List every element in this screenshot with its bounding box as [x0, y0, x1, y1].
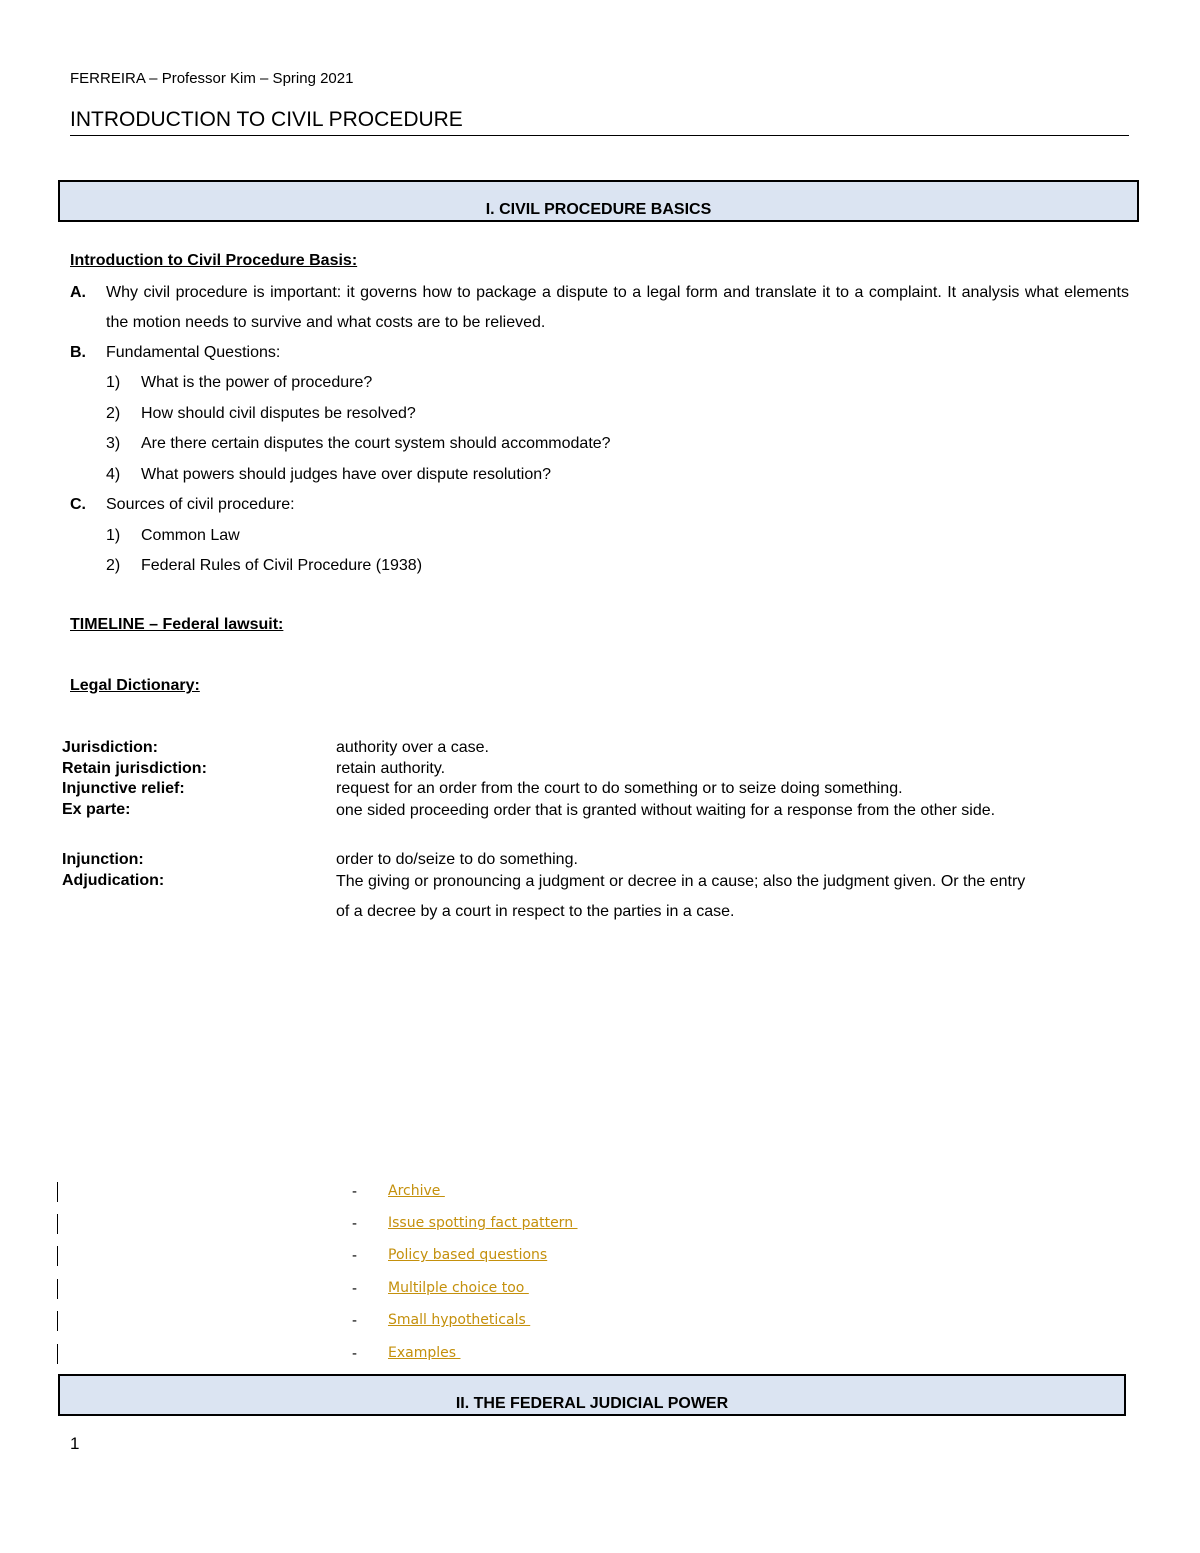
dictionary-term: Injunctive relief: — [62, 780, 185, 797]
sub-text: What powers should judges have over dispute resolution? — [141, 466, 552, 483]
dictionary-definition: authority over a case. — [336, 739, 489, 756]
sub-text: Are there certain disputes the court system should accommodate? — [141, 435, 611, 452]
link-multiple-choice[interactable]: Multilple choice too — [388, 1280, 529, 1296]
page-number: 1 — [70, 1434, 80, 1453]
item-text-b: Fundamental Questions: — [106, 344, 281, 361]
link-issue-spotting[interactable]: Issue spotting fact pattern — [388, 1215, 578, 1231]
sub-num: 1) — [106, 527, 121, 544]
sub-num: 2) — [106, 557, 121, 574]
dictionary-definition: The giving or pronouncing a judgment or decree in a cause; also the judgment given. Or the entry of a decree by a court in respect to the parties in a case. — [336, 873, 1026, 920]
sub-text: What is the power of procedure? — [141, 374, 373, 391]
sub-num: 1) — [106, 374, 121, 391]
link-policy-questions[interactable]: Policy based questions — [388, 1247, 548, 1263]
section-heading-1: I. CIVIL PROCEDURE BASICS — [58, 180, 1139, 222]
change-bar — [57, 1311, 58, 1331]
item-text-c: Sources of civil procedure: — [106, 496, 295, 513]
dictionary-term: Jurisdiction: — [62, 739, 159, 756]
list-dash: - — [352, 1247, 357, 1264]
dictionary-heading: Legal Dictionary: — [70, 677, 200, 694]
running-header: FERREIRA – Professor Kim – Spring 2021 — [70, 70, 354, 87]
dictionary-definition: retain authority. — [336, 760, 446, 777]
item-letter-c: C. — [70, 496, 86, 513]
sub-num: 2) — [106, 405, 121, 422]
dictionary-definition: request for an order from the court to do something or to seize doing something. — [336, 780, 903, 797]
sub-text: How should civil disputes be resolved? — [141, 405, 416, 422]
dictionary-definition: one sided proceeding order that is granted without waiting for a response from the other side. — [336, 802, 996, 819]
link-small-hypotheticals[interactable]: Small hypotheticals — [388, 1312, 531, 1328]
link-archive[interactable]: Archive — [388, 1183, 445, 1199]
list-dash: - — [352, 1312, 357, 1329]
list-dash: - — [352, 1215, 357, 1232]
change-bar — [57, 1246, 58, 1266]
title-rule — [70, 135, 1129, 136]
change-bar — [57, 1344, 58, 1364]
dictionary-term: Ex parte: — [62, 801, 131, 818]
document-title: INTRODUCTION TO CIVIL PROCEDURE — [70, 108, 463, 131]
timeline-heading: TIMELINE – Federal lawsuit: — [70, 616, 284, 633]
sub-num: 4) — [106, 466, 121, 483]
intro-heading: Introduction to Civil Procedure Basis: — [70, 252, 358, 269]
section-heading-2: II. THE FEDERAL JUDICIAL POWER — [58, 1374, 1126, 1416]
dictionary-definition: order to do/seize to do something. — [336, 851, 578, 868]
change-bar — [57, 1182, 58, 1202]
item-text-a: Why civil procedure is important: it governs how to package a dispute to a legal form and translate it to a complaint. It analysis what elements the motion needs to survive and what costs are to be relieved. — [106, 284, 1129, 331]
list-dash: - — [352, 1183, 357, 1200]
sub-text: Federal Rules of Civil Procedure (1938) — [141, 557, 423, 574]
sub-num: 3) — [106, 435, 121, 452]
change-bar — [57, 1279, 58, 1299]
item-letter-a: A. — [70, 284, 86, 301]
link-examples[interactable]: Examples — [388, 1345, 461, 1361]
list-dash: - — [352, 1280, 357, 1297]
dictionary-term: Adjudication: — [62, 872, 165, 889]
list-dash: - — [352, 1345, 357, 1362]
dictionary-term: Injunction: — [62, 851, 144, 868]
change-bar — [57, 1214, 58, 1234]
sub-text: Common Law — [141, 527, 240, 544]
dictionary-term: Retain jurisdiction: — [62, 760, 207, 777]
item-letter-b: B. — [70, 344, 86, 361]
